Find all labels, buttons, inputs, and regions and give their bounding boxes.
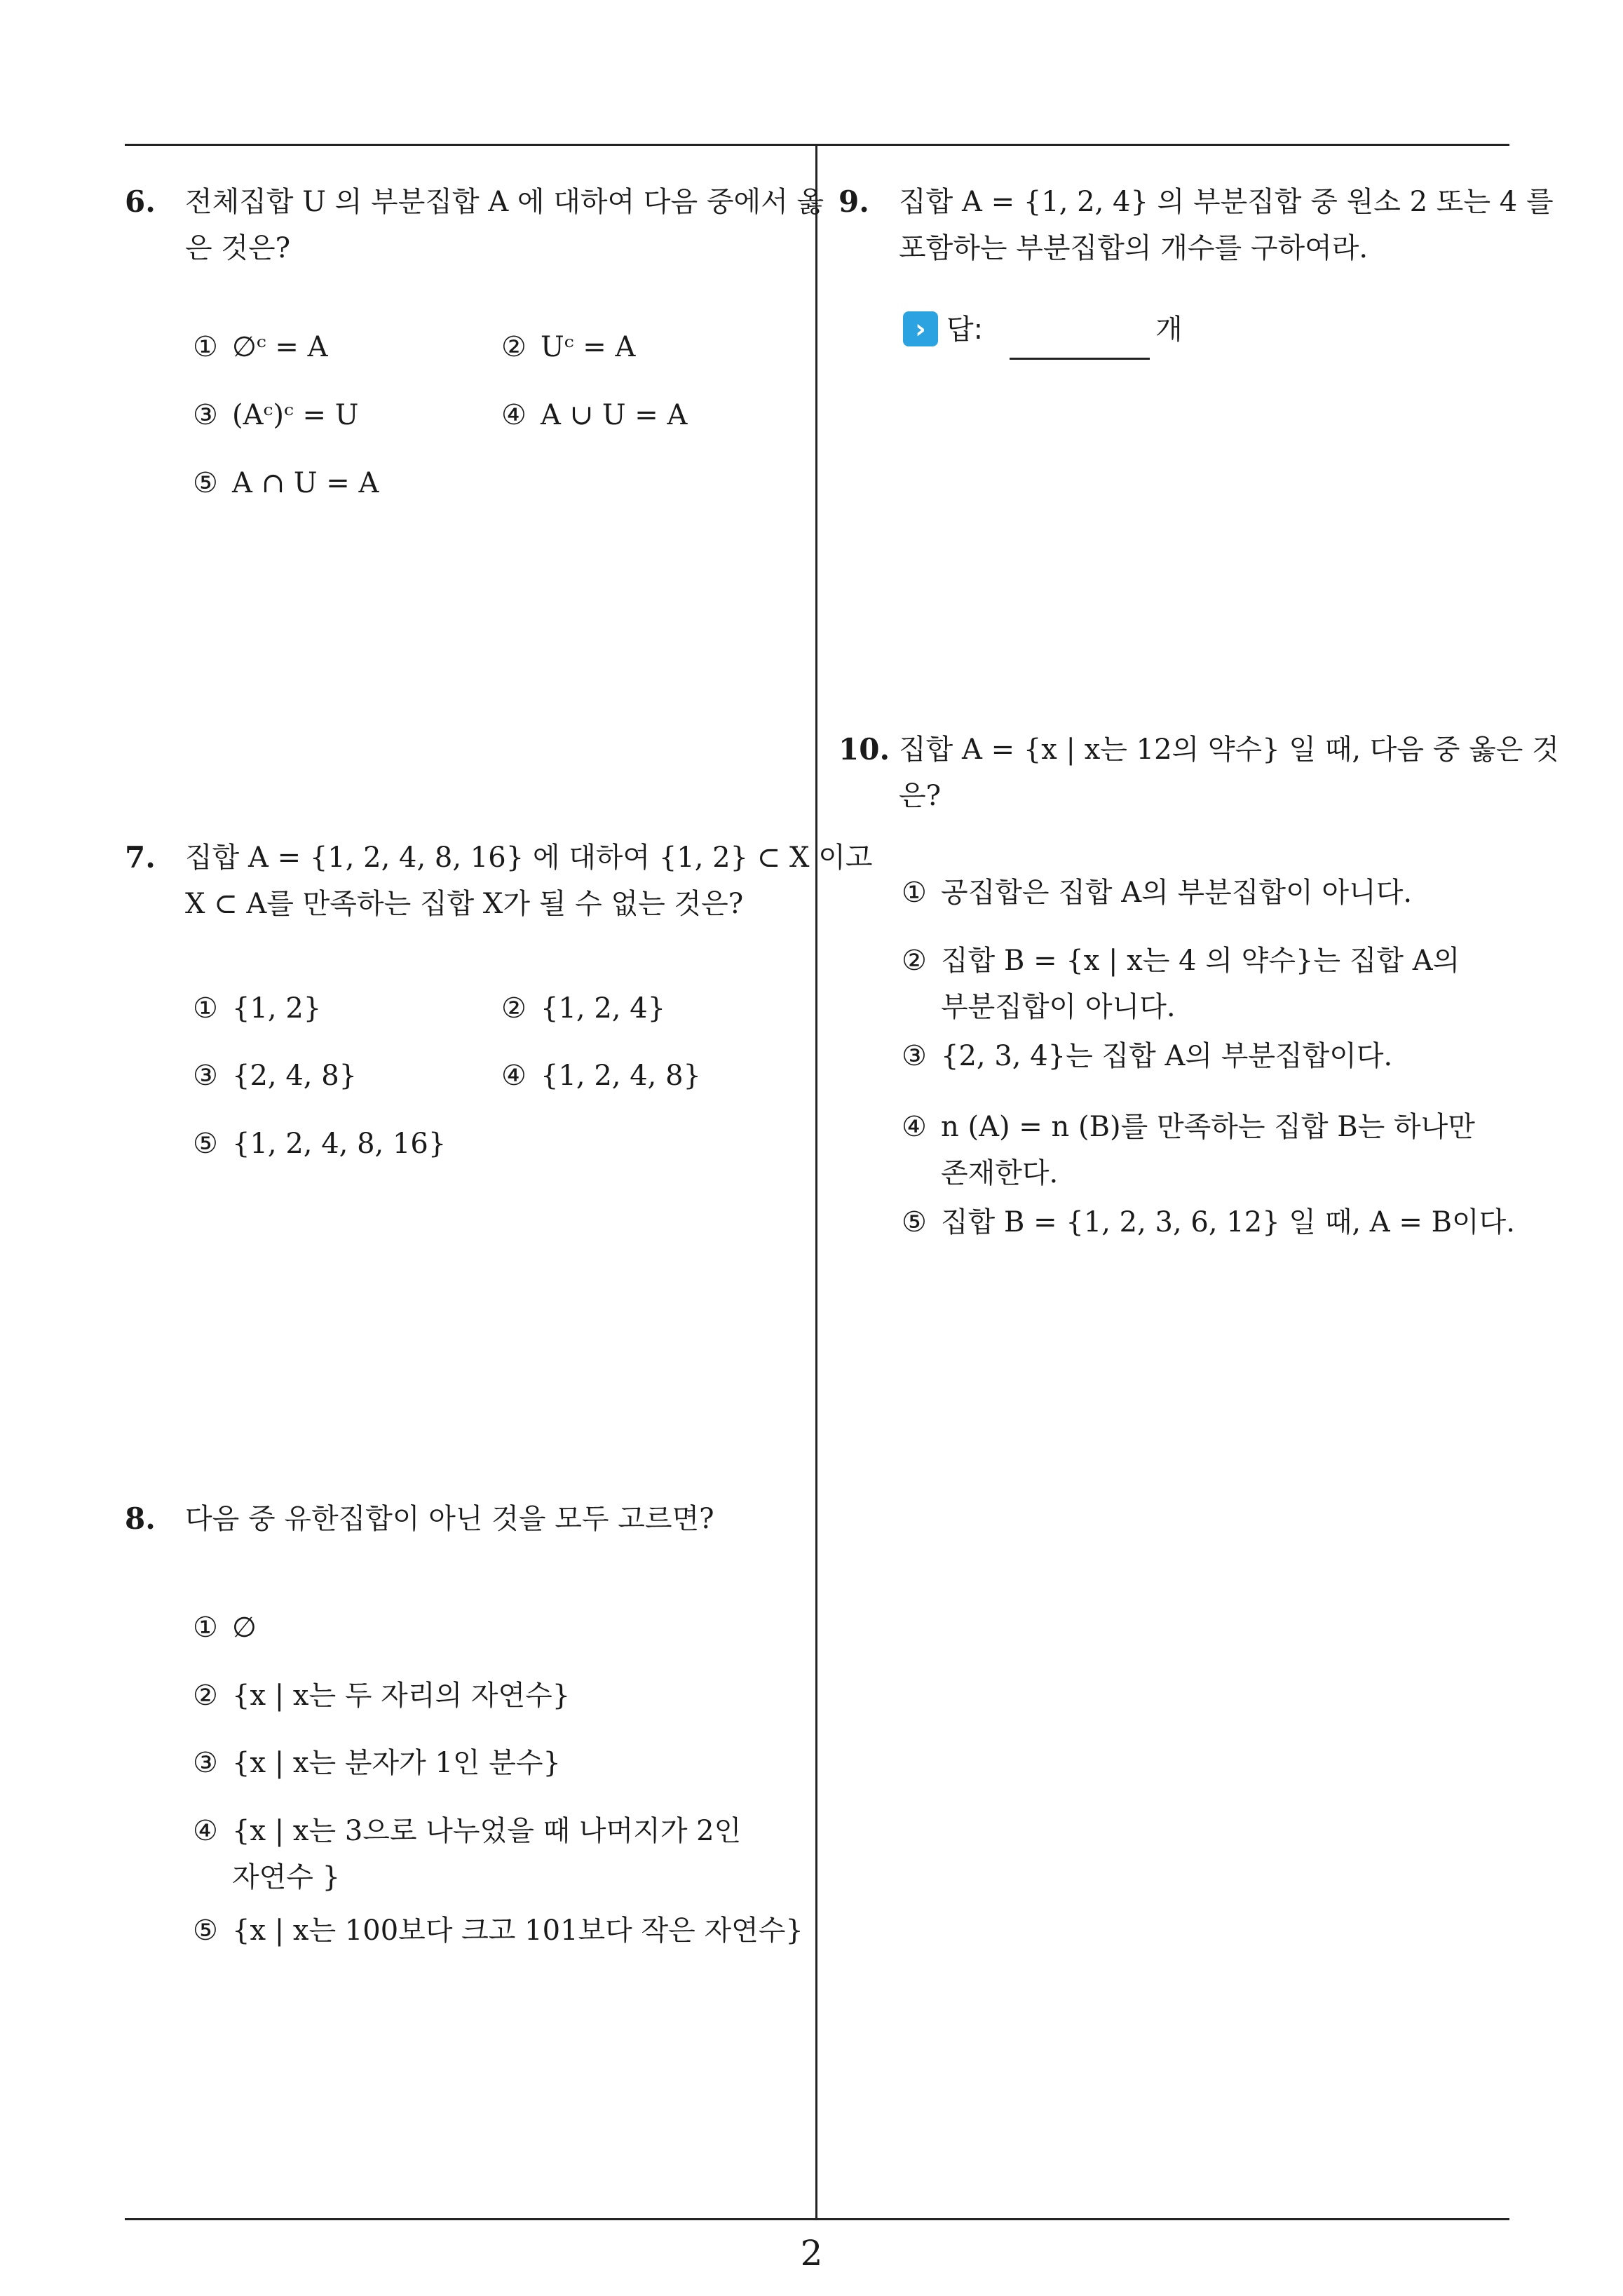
option-mark: ③ <box>193 1060 218 1092</box>
option-mark: ① <box>193 1612 218 1644</box>
option-mark: ④ <box>193 1815 218 1847</box>
answer-unit: 개 <box>1155 313 1183 346</box>
option-text: {x | x는 100보다 크고 101보다 작은 자연수} <box>232 1915 803 1947</box>
option-mark: ① <box>193 331 218 363</box>
question-line: 집합 A = {1, 2, 4} 의 부분집합 중 원소 2 또는 4 를 <box>899 186 1554 218</box>
q8-option-4-continuation: 자연수 } <box>232 1861 341 1893</box>
bottom-rule <box>125 2218 1509 2220</box>
q10-option-3[interactable] <box>902 1033 1392 1079</box>
q8-option-2[interactable] <box>193 1673 570 1719</box>
option-text: {1, 2, 4, 8, 16} <box>232 1128 447 1160</box>
option-mark: ⑤ <box>193 1128 218 1160</box>
q7-option-2[interactable] <box>501 985 665 1032</box>
option-text: ∅ <box>232 1612 257 1644</box>
question-number: 10. <box>838 732 890 767</box>
question-number: 6. <box>125 184 156 219</box>
q10-option-2-continuation: 부분집합이 아니다. <box>941 991 1176 1023</box>
page-number: 2 <box>800 2233 823 2274</box>
question-line: 은 것은? <box>185 232 291 264</box>
question-text <box>899 727 1559 819</box>
question-text <box>185 179 824 271</box>
option-mark: ⑤ <box>193 467 218 499</box>
option-mark: ④ <box>902 1111 927 1143</box>
question-number: 9. <box>838 184 869 219</box>
option-text: {x | x는 3으로 나누었을 때 나머지가 2인 <box>232 1815 742 1847</box>
option-text: {1, 2} <box>232 992 322 1025</box>
option-mark: ④ <box>501 399 527 431</box>
question-line: 은? <box>899 780 942 812</box>
question-text <box>899 179 1554 271</box>
option-mark: ② <box>193 1680 218 1712</box>
chevron-right-icon: › <box>903 311 938 346</box>
option-text: {1, 2, 4} <box>541 992 666 1025</box>
option-text: n (A) = n (B)를 만족하는 집합 B는 하나만 <box>941 1111 1475 1143</box>
option-text: {1, 2, 4, 8} <box>541 1060 701 1092</box>
option-mark: ③ <box>193 399 218 431</box>
option-text: {2, 4, 8} <box>232 1060 358 1092</box>
column-divider <box>815 144 817 2220</box>
q8-option-3[interactable] <box>193 1740 561 1786</box>
option-mark: ④ <box>501 1060 527 1092</box>
q6-option-5[interactable] <box>193 460 379 506</box>
option-mark: ③ <box>902 1040 927 1072</box>
option-mark: ② <box>501 331 527 363</box>
q10-option-4[interactable] <box>902 1104 1475 1150</box>
q6-option-4[interactable] <box>501 392 687 438</box>
option-text: Uᶜ = A <box>541 331 636 363</box>
option-mark: ② <box>501 992 527 1025</box>
option-mark: ② <box>902 945 927 977</box>
q8-option-5[interactable] <box>193 1907 803 1954</box>
q7-option-3[interactable] <box>193 1053 357 1099</box>
q7-option-5[interactable] <box>193 1121 446 1167</box>
option-text: (Aᶜ)ᶜ = U <box>232 399 359 431</box>
q10-option-2[interactable] <box>902 938 1460 984</box>
question-number: 8. <box>125 1501 156 1536</box>
q6-option-3[interactable] <box>193 392 358 438</box>
q6-option-1[interactable] <box>193 324 328 370</box>
option-text: 집합 B = {x | x는 4 의 약수}는 집합 A의 <box>941 945 1460 977</box>
q10-option-5[interactable] <box>902 1199 1515 1245</box>
q10-option-4-continuation: 존재한다. <box>941 1157 1059 1189</box>
option-text: {x | x는 분자가 1인 분수} <box>232 1747 561 1779</box>
option-mark: ③ <box>193 1747 218 1779</box>
q10-option-1[interactable] <box>902 870 1412 916</box>
q6-option-2[interactable] <box>501 324 635 370</box>
q8-option-4[interactable] <box>193 1808 741 1854</box>
question-line: 집합 A = {x | x는 12의 약수} 일 때, 다음 중 옳은 것 <box>899 734 1559 766</box>
q8-option-1[interactable] <box>193 1605 257 1651</box>
option-text: 공집합은 집합 A의 부분집합이 아니다. <box>941 877 1413 909</box>
question-line: 집합 A = {1, 2, 4, 8, 16} 에 대하여 {1, 2} ⊂ X 이고 <box>185 842 873 874</box>
question-line: 전체집합 U 의 부분집합 A 에 대하여 다음 중에서 옳 <box>185 186 824 218</box>
question-line: X ⊂ A를 만족하는 집합 X가 될 수 없는 것은? <box>185 888 744 920</box>
answer-blank[interactable] <box>1010 358 1150 360</box>
option-text: ∅ᶜ = A <box>232 331 328 363</box>
option-text: A ∪ U = A <box>541 399 688 431</box>
option-mark: ⑤ <box>193 1915 218 1947</box>
question-text <box>185 1496 714 1542</box>
question-text <box>185 835 873 927</box>
option-text: 집합 B = {1, 2, 3, 6, 12} 일 때, A = B이다. <box>941 1206 1516 1238</box>
option-text: A ∩ U = A <box>232 467 379 499</box>
question-number: 7. <box>125 840 156 874</box>
answer-label: 답: <box>946 313 984 346</box>
option-mark: ⑤ <box>902 1206 927 1238</box>
q7-option-1[interactable] <box>193 985 321 1032</box>
option-mark: ① <box>193 992 218 1025</box>
q7-option-4[interactable] <box>501 1053 701 1099</box>
option-mark: ① <box>902 877 927 909</box>
option-text: {x | x는 두 자리의 자연수} <box>232 1680 571 1712</box>
question-line: 다음 중 유한집합이 아닌 것을 모두 고르면? <box>185 1503 714 1535</box>
option-text: {2, 3, 4}는 집합 A의 부분집합이다. <box>941 1040 1393 1072</box>
question-line: 포함하는 부분집합의 개수를 구하여라. <box>899 232 1369 264</box>
